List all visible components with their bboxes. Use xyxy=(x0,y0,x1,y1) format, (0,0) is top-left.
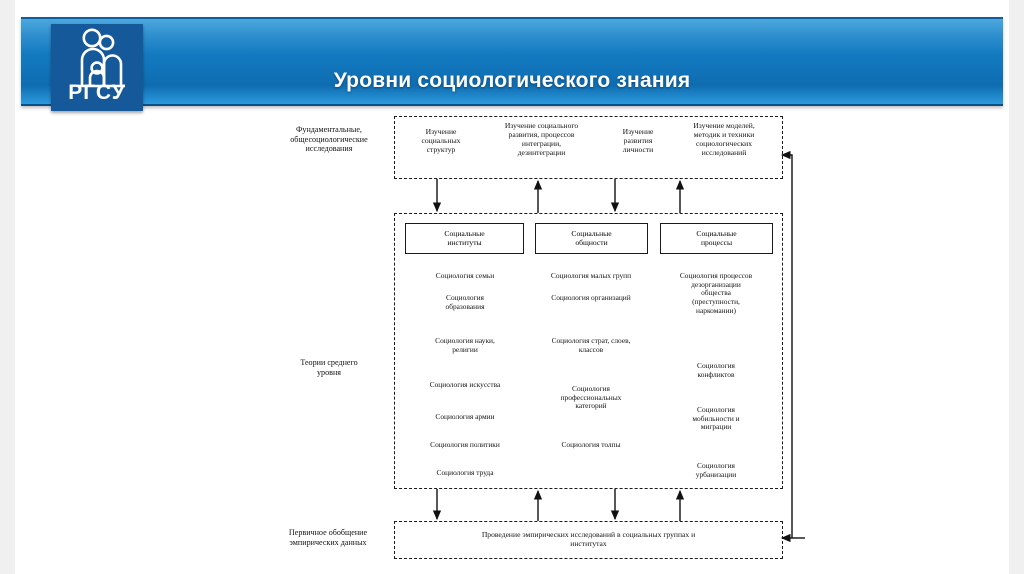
list-item-sociology-of-education: Социология образования xyxy=(445,293,485,311)
list-item-sociology-of-science-religion: Социология науки, религии xyxy=(435,336,495,354)
diagram-canvas xyxy=(15,105,1009,574)
level-label-empirical: Первичное обобщение эмпирических данных xyxy=(288,528,368,547)
list-item-sociology-of-professional-categories: Социология профессиональных категорий xyxy=(560,384,622,411)
top-item-study-models-methods: Изучение моделей, методик и техники социологических исследований xyxy=(693,121,755,157)
bottom-band xyxy=(394,521,783,559)
list-item-sociology-of-urbanization: Социология урбанизации xyxy=(695,461,737,479)
banner-gloss xyxy=(21,19,1003,55)
top-item-study-personality-development: Изучение развития личности xyxy=(622,127,654,154)
header-box-social-communities: Социальные общности xyxy=(535,223,648,254)
level-label-middle: Теории среднего уровня xyxy=(300,358,358,377)
list-item-sociology-of-army: Социология армии xyxy=(435,412,495,421)
list-item-sociology-of-mobility-migration: Социология мобильности и миграции xyxy=(692,405,740,432)
middle-band xyxy=(394,213,783,489)
list-item-sociology-of-disorganization: Социология процессов дезорганизации общества (преступности, наркомании) xyxy=(679,271,753,315)
list-item-sociology-of-labour: Социология труда xyxy=(436,468,494,477)
list-item-sociology-of-small-groups: Социология малых групп xyxy=(550,271,632,280)
slide xyxy=(15,0,1009,574)
list-item-sociology-of-politics: Социология политики xyxy=(430,440,500,449)
list-item-sociology-of-crowd: Социология толпы xyxy=(561,440,621,449)
level-label-fundamental: Фундаментальные, общесоциологические исследования xyxy=(290,125,368,154)
page-title: Уровни социологического знания xyxy=(333,69,691,92)
list-item-sociology-of-family: Социология семьи xyxy=(435,271,495,280)
top-item-study-social-development: Изучение социального развития, процессов интеграции, дезинтеграции xyxy=(504,121,579,157)
empirical-research-box-label: Проведение эмпирических исследований в социальных группах и институтах xyxy=(481,530,696,548)
list-item-sociology-of-art: Социология искусства xyxy=(429,380,501,389)
rgsu-logo xyxy=(51,24,143,111)
logo-text: РГСУ xyxy=(68,81,126,104)
header-box-social-processes: Социальные процессы xyxy=(660,223,773,254)
title-banner xyxy=(21,17,1003,106)
list-item-sociology-of-strata-classes: Социология страт, слоев, классов xyxy=(551,336,631,354)
list-item-sociology-of-organizations: Социология организаций xyxy=(551,293,631,302)
header-box-social-institutions: Социальные институты xyxy=(405,223,524,254)
top-item-study-social-structures: Изучение социальных структур xyxy=(421,127,461,154)
top-band xyxy=(394,116,783,179)
list-item-sociology-of-conflicts: Социология конфликтов xyxy=(697,361,735,379)
